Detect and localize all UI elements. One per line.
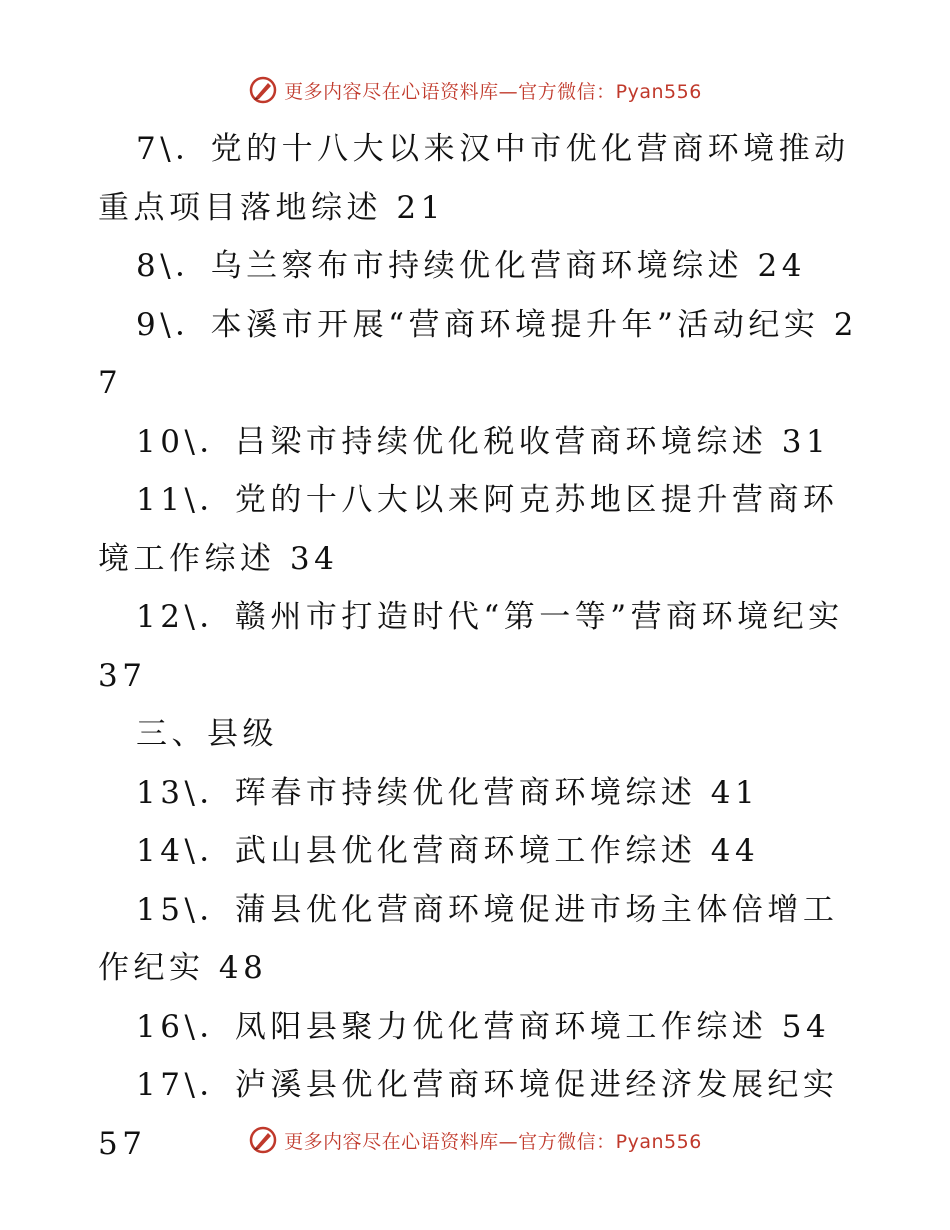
pen-logo-icon: [248, 1125, 278, 1155]
toc-entry-14: 14\．武山县优化营商环境工作综述 44: [136, 833, 760, 869]
toc-section-county: 三、县级: [136, 716, 278, 752]
toc-entry-10: 10\．吕梁市持续优化税收营商环境综述 31: [136, 423, 831, 460]
table-of-contents: [98, 120, 858, 1173]
toc-entry-9: 9\．本溪市开展“营商环境提升年”活动纪实 27: [98, 306, 858, 401]
toc-entry-7: 7\．党的十八大以来汉中市优化营商环境推动重点项目落地综述 21: [98, 131, 850, 226]
footer-banner-text: 更多内容尽在心语资料库—官方微信：Pyan556: [284, 1130, 702, 1153]
header-banner: [0, 72, 950, 108]
toc-entry-12: 12\．赣州市打造时代“第一等”营商环境纪实 37: [98, 599, 844, 694]
header-banner-text: 更多内容尽在心语资料库—官方微信：Pyan556: [284, 80, 702, 103]
toc-entry-13: 13\．珲春市持续优化营商环境综述 41: [136, 774, 760, 811]
toc-entry-8: 8\．乌兰察布市持续优化营商环境综述 24: [136, 248, 806, 284]
toc-entry-11: 11\．党的十八大以来阿克苏地区提升营商环境工作综述 34: [98, 482, 839, 577]
toc-entry-17: 17\．泸溪县优化营商环境促进经济发展纪实 57: [98, 1067, 839, 1162]
footer-banner: [0, 1122, 950, 1158]
toc-entry-15: 15\．蒲县优化营商环境促进市场主体倍增工作纪实 48: [98, 891, 839, 986]
pen-logo-icon: [248, 75, 278, 105]
toc-entry-16: 16\．凤阳县聚力优化营商环境工作综述 54: [136, 1008, 831, 1045]
